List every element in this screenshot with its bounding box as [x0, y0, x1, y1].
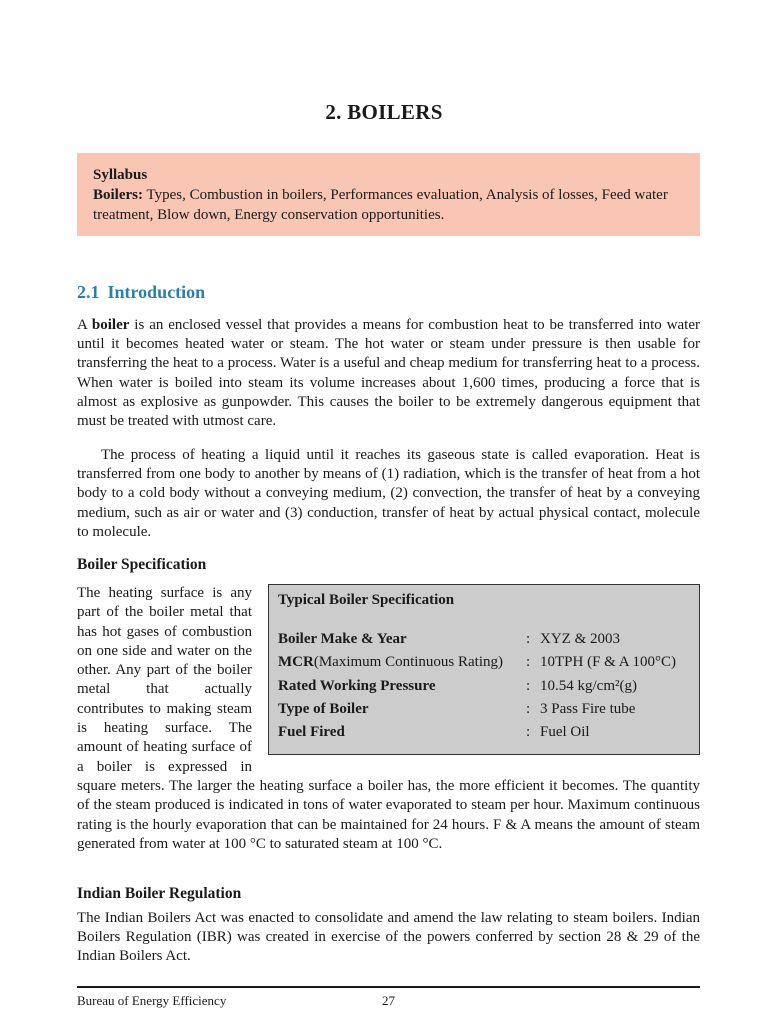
syllabus-heading: Syllabus: [93, 167, 148, 183]
spec-colon: :: [526, 677, 531, 694]
regulation-heading: Indian Boiler Regulation: [77, 885, 242, 902]
spec-value: XYZ & 2003: [540, 631, 620, 647]
syllabus-box: [77, 153, 700, 236]
syllabus-label: Boilers:: [93, 187, 143, 203]
spec-label-main: Fuel Fired: [278, 724, 345, 741]
spec-label-main: Type of Boiler: [278, 700, 369, 717]
spec-row: [278, 628, 699, 651]
spec-label: [278, 628, 526, 651]
spec-row: [278, 675, 699, 698]
boiler-spec-heading: Boiler Specification: [77, 556, 207, 573]
spec-value: Fuel Oil: [540, 724, 590, 741]
boiler-spec-section: [77, 584, 700, 854]
syllabus-body: [93, 185, 684, 225]
syllabus-text: Types, Combustion in boilers, Performances evaluation, Analysis of losses, Feed water treatment, Blow down, Energy conservation opportunities.: [93, 187, 668, 223]
intro-paragraph-1: [77, 316, 700, 431]
spec-label-main: Boiler Make & Year: [278, 631, 407, 647]
spec-label-main: MCR: [278, 654, 314, 671]
intro-paragraph-2: The process of heating a liquid until it reaches its gaseous state is called evaporation. Heat is transferred from one body to another by means of (1) radiation, which is the transfer of heat from a hot body to a cold body without a conveying medium, (2) convection, the transfer of heat by a conveying medium, such as air or water and (3) conduction, transfer of heat by actual physical contact, molecule to molecule.: [77, 447, 700, 540]
spec-label: [278, 698, 526, 721]
spec-label-main: Rated Working Pressure: [278, 677, 436, 694]
spec-value: 10.54 kg/cm²(g): [540, 677, 637, 694]
boiler-spec-paragraph: The heating surface is any part of the boiler metal that has hot gases of combustion on one side and water on the other. Any part of the boiler metal that actually contributes to making steam is heating surface. The amount of heating surface of a boiler is expressed in square meters. The larger the heating surface a boiler has, the more efficient it becomes. The quantity of the steam produced is indicated in tons of water evaporated to steam per hour. Maximum continuous rating is the hourly evaporation that can be maintained for 24 hours. F & A means the amount of steam generated from water at 100 °C to saturated steam at 100 °C.: [77, 585, 700, 852]
intro-p1-bold-term: boiler: [91, 317, 130, 333]
spec-label: [278, 721, 526, 744]
spec-colon: :: [526, 631, 531, 647]
spec-row: [278, 698, 699, 721]
page-number: 27: [382, 993, 395, 1008]
footer-publisher: Bureau of Energy Efficiency: [77, 993, 227, 1008]
regulation-paragraph: The Indian Boilers Act was enacted to consolidate and amend the law relating to steam boilers. Indian Boilers Regulation (IBR) was created in exercise of the powers conferred by section 28 & 29 of the Indian Boilers Act.: [77, 910, 700, 965]
spec-value: 10TPH (F & A 100°C): [540, 654, 677, 671]
spec-label: [278, 651, 526, 674]
section-number: 2.1: [77, 282, 100, 302]
intro-p1-text: is an enclosed vessel that provides a means for combustion heat to be transferred into water until it becomes heated water or steam. The hot water or steam under pressure is then usable for transferring the heat to a process. Water is a useful and cheap medium for transferring heat to a process. When water is boiled into steam its volume increases about 1,600 times, producing a force that is almost as explosive as gunpowder. This causes the boiler to be extremely dangerous equipment that must be treated with utmost care.: [77, 317, 700, 430]
spec-row: [278, 651, 699, 674]
spec-colon: :: [526, 724, 531, 741]
spec-label-rest: (Maximum Continuous Rating): [313, 654, 503, 671]
spec-row: [278, 721, 699, 744]
intro-p1-prefix: A: [77, 317, 92, 333]
spec-colon: :: [526, 700, 531, 717]
footer-divider: [77, 986, 700, 988]
spec-colon: :: [526, 654, 531, 671]
spec-table-box: [268, 584, 700, 755]
section-title: Introduction: [107, 282, 206, 302]
spec-label: [278, 675, 526, 698]
chapter-title: 2. BOILERS: [325, 100, 443, 124]
spec-table-title: Typical Boiler Specification: [278, 592, 455, 608]
section-heading: [77, 282, 205, 303]
spec-value: 3 Pass Fire tube: [540, 700, 636, 717]
